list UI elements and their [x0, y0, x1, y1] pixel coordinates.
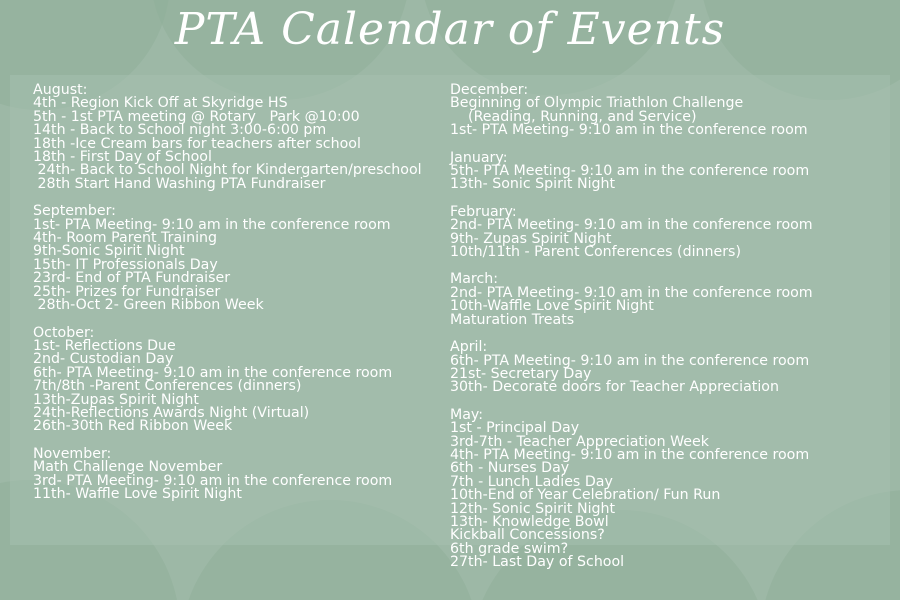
event-item: Kickball Concessions?	[450, 527, 605, 544]
left-column	[33, 84, 433, 515]
event-item: 5th- PTA Meeting- 9:10 am in the conference room	[450, 163, 810, 180]
event-item: 10th-End of Year Celebration/ Fun Run	[450, 487, 721, 504]
month-block	[450, 341, 870, 395]
event-item: 14th - Back to School night 3:00-6:00 pm	[33, 122, 327, 139]
event-item: 1st- PTA Meeting- 9:10 am in the conference room	[33, 216, 391, 233]
month-block	[450, 273, 870, 327]
event-item: 2nd- Custodian Day	[33, 351, 174, 368]
month-heading: February:	[450, 203, 517, 220]
event-item: 18th -Ice Cream bars for teachers after school	[33, 135, 361, 152]
month-heading: March:	[450, 271, 499, 288]
right-column	[450, 84, 870, 584]
event-item: 7th - Lunch Ladies Day	[450, 473, 613, 490]
event-item: 11th- Waffle Love Spirit Night	[33, 485, 242, 502]
event-item: 6th- PTA Meeting- 9:10 am in the conference room	[33, 364, 393, 381]
event-item: 4th- PTA Meeting- 9:10 am in the conference room	[450, 446, 810, 463]
event-item: 9th- Zupas Spirit Night	[450, 230, 612, 247]
month-block	[450, 84, 870, 138]
event-item: 25th- Prizes for Fundraiser	[33, 283, 221, 300]
month-heading: April:	[450, 339, 488, 356]
event-item: 13th- Sonic Spirit Night	[450, 176, 616, 193]
month-block	[33, 445, 433, 502]
month-heading: October:	[33, 324, 95, 341]
month-block	[450, 406, 870, 571]
event-item: 12th- Sonic Spirit Night	[450, 500, 616, 517]
month-heading: January:	[450, 149, 508, 166]
event-item: 23rd- End of PTA Fundraiser	[33, 270, 231, 287]
event-item: 27th- Last Day of School	[450, 554, 625, 571]
event-item: 1st- PTA Meeting- 9:10 am in the conference room	[450, 122, 808, 139]
event-item: 7th/8th -Parent Conferences (dinners)	[33, 378, 302, 395]
month-block	[450, 149, 870, 193]
event-item: 10th/11th - Parent Conferences (dinners)	[450, 244, 741, 261]
event-item: 28th Start Hand Washing PTA Fundraiser	[33, 175, 326, 192]
month-block	[33, 324, 433, 435]
event-item: 13th-Zupas Spirit Night	[33, 391, 199, 408]
event-item: 13th- Knowledge Bowl	[450, 513, 609, 530]
event-item: 6th - Nurses Day	[450, 460, 570, 477]
month-heading: September:	[33, 203, 116, 220]
month-heading: November:	[33, 445, 112, 462]
event-item: 15th- IT Professionals Day	[33, 256, 218, 273]
event-item: 3rd-7th - Teacher Appreciation Week	[450, 433, 709, 450]
event-item: Beginning of Olympic Triathlon Challenge	[450, 95, 744, 112]
month-heading: August:	[33, 82, 88, 98]
event-item: 24th-Reflections Awards Night (Virtual)	[33, 404, 310, 421]
event-item: 6th grade swim?	[450, 540, 569, 557]
event-item: 30th- Decorate doors for Teacher Appreciation	[450, 379, 779, 396]
event-item: 4th- Room Parent Training	[33, 230, 218, 247]
event-item: Maturation Treats	[450, 311, 575, 328]
event-item: 6th- PTA Meeting- 9:10 am in the conference room	[450, 352, 810, 369]
month-heading: May:	[450, 406, 484, 423]
event-item: 9th-Sonic Spirit Night	[33, 243, 185, 260]
event-item: (Reading, Running, and Service)	[450, 108, 697, 125]
month-block	[450, 203, 870, 261]
month-block	[33, 84, 433, 191]
event-item: 3rd- PTA Meeting- 9:10 am in the conference room	[33, 472, 393, 489]
event-item: 10th-Waffle Love Spirit Night	[450, 298, 654, 315]
event-item: 1st - Principal Day	[450, 420, 580, 437]
event-item: 26th-30th Red Ribbon Week	[33, 418, 233, 435]
event-item: 4th - Region Kick Off at Skyridge HS	[33, 95, 288, 112]
event-item: 5th - 1st PTA meeting @ Rotary Park @10:00	[33, 108, 360, 125]
event-item: 24th- Back to School Night for Kindergarten/preschool	[33, 162, 422, 179]
month-block	[33, 205, 433, 312]
event-item: Math Challenge November	[33, 459, 223, 476]
event-item: 2nd- PTA Meeting- 9:10 am in the conference room	[450, 284, 813, 301]
month-heading: December:	[450, 82, 529, 98]
page-title: PTA Calendar of Events	[174, 4, 726, 55]
event-item: 18th - First Day of School	[33, 149, 212, 166]
event-item: 21st- Secretary Day	[450, 365, 592, 382]
event-item: 2nd- PTA Meeting- 9:10 am in the conference room	[450, 217, 813, 234]
event-item: 1st- Reflections Due	[33, 337, 176, 354]
event-item: 28th-Oct 2- Green Ribbon Week	[33, 297, 264, 314]
